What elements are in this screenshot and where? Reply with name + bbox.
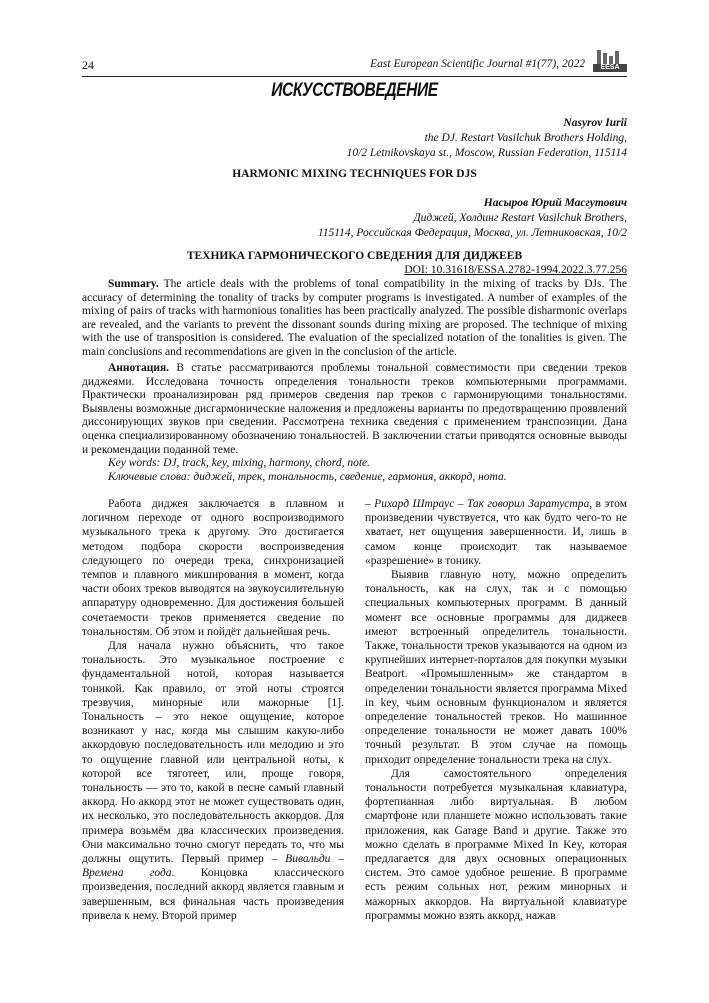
italic-reference: Вивальди – Времена года: [82, 853, 344, 880]
author-block-ru: [318, 196, 627, 241]
body-column-left: [82, 497, 344, 923]
keywords-en: Key words: DJ, track, key, mixing, harmony, chord, note.: [108, 457, 370, 470]
author-affiliation-ru: Диджей, Холдинг Restart Vasilchuk Brothers,: [413, 212, 627, 224]
body-paragraph: Работа диджея заключается в плавном и логичном переходе от одного воспроизводимого музыкального трека к другому. Это достигается методом подбора скорости воспроизведения следующего по очереди трека, синхронизацией темпов и плавного микширования в момент, когда части обоих треков выводятся на звукоусилительную аппаратуру одновременно. Для достижения большей сочетаемости треков применяется сведение по тональностям. Об этом и пойдёт дальнейшая речь.: [82, 498, 344, 638]
annotation-label: Аннотация.: [108, 362, 170, 374]
body-paragraph: Выявив главную ноту, можно определить тональность, как на слух, так и с помощью специальных компьютерных программ. В данный момент все основные программы для диджеев имеют встроенный определитель тональности. Также, тональности треков указываются на одном из крупнейших интернет-порталов для покупки музыки Beatport. «Промышленным» же стандартом в определении тональности является программа Mixed in key, чьим основным функционалом и является определение тональностей треков. Но машинное определение тональности не может давать 100% точный результат. В этом случае на помощь приходит определение тональности трека на слух.: [365, 569, 627, 766]
abstract-ru: [82, 362, 627, 484]
author-address-en: 10/2 Letnikovskaya st., Moscow, Russian Federation, 115114: [346, 147, 627, 159]
body-paragraph: Для начала нужно объяснить, что такое тональность. Это музыкальное построение с фундаментальной нотой, которая называется тоникой. Как правило, от этой ноты строятся трезвучия, минорные или мажорные [1]. Тональность – это некое ощущение, которое возникают у нас, когда мы слышим какую-либо аккордовую последовательность или мелодию и это то ощущение главной или центральной ноты, к которой все тяготеет, или, проще говоря, тональность — это то, какой в песне самый главный аккорд. Но аккорд этот не может существовать один, их несколько, это последовательность аккордов. Для примера возьмём два классических произведения. Они максимально точно смогут передать то, что мы должны ощутить. Первый пример – Вивальди – Времена года. Концовка классического произведения, последний аккорд является главным и завершенным, вся финальная часть произведения привела к нему. Второй пример: [82, 640, 344, 922]
summary-label: Summary.: [108, 278, 159, 290]
doi-link[interactable]: DOI: 10.31618/ESSA.2782-1994.2022.3.77.256: [404, 264, 627, 276]
author-affiliation-en: the DJ. Restart Vasilchuk Brothers Holding,: [424, 132, 627, 144]
annotation-text: В статье рассматриваются проблемы тональной совместимости при сведении треков диджеями. Исследована точность определения тональности треков компьютерными программами. Практически проанализирован ряд примеров сведения пар треков с гармонирующими тональностями. Выявлены возможные дисгармонические наложения и предложены варианты по предотвращению проявлений диссонирующих звуков при сведении. Рассмотрена техника сведения с применением транспозиции. Дана оценка специализированному обозначению тональностей. В заключении статьи приводятся основные выводы и рекомендации поданной теме.: [82, 362, 627, 456]
body-paragraph: Для самостоятельного определения тональности потребуется музыкальная клавиатура, фортепианная либо виртуальная. В любом смартфоне или планшете можно использовать такие приложения, как Garage Band и другие. Также это можно сделать в программе Mixed In Key, которая предлагается для двух основных операционных систем. Это самое удобное решение. В программе есть режим сольных нот, режим минорных и мажорных аккордов. На виртуальной клавиатуре программы можно взять аккорд, нажав: [365, 767, 627, 922]
article-title-en: HARMONIC MIXING TECHNIQUES FOR DJS: [232, 168, 477, 180]
article-title-ru: ТЕХНИКА ГАРМОНИЧЕСКОГО СВЕДЕНИЯ ДЛЯ ДИДЖЕЕВ: [186, 250, 523, 262]
summary-text: The article deals with the problems of tonal compatibility in the mixing of tracks by DJs. The accuracy of determining the tonality of tracks by computer programs is investigated. A number of examples of the mixing of pairs of tracks with harmonious tonalities has been practically analyzed. The possible disharmonic overlaps are revealed, and the variants to prevent the dissonant sounds during mixing are proposed. The technique of mixing with the use of transposition is considered. The evaluation of the specialized notation of the tonalities is given. The main conclusions and recommendations are given in the conclusion of the article.: [82, 278, 627, 358]
body-column-right: [365, 497, 627, 923]
author-name-ru: Насыров Юрий Масгутович: [483, 197, 627, 209]
journal-logo-icon: [593, 50, 627, 72]
logo-text: EESA: [593, 64, 627, 72]
section-title: ИСКУССТВОВЕДЕНИЕ: [271, 80, 438, 101]
author-address-ru: 115114, Российская Федерация, Москва, ул. Летниковская, 10/2: [317, 227, 627, 239]
abstract-en: [82, 278, 627, 360]
keywords-ru: Ключевые слова: диджей, трек, тональность, сведение, гармония, аккорд, нота.: [108, 470, 507, 483]
author-name-en: Nasyrov Iurii: [563, 117, 627, 129]
page-number: 24: [82, 58, 94, 72]
running-header: [82, 58, 627, 77]
author-block-en: [347, 116, 627, 161]
journal-title: East European Scientific Journal #1(77), 2022: [370, 58, 585, 70]
italic-reference: – Рихард Штраус – Так говорил Заратустра: [365, 498, 590, 510]
body-paragraph: – Рихард Штраус – Так говорил Заратустра, в этом произведении чувствуется, что как будто чего-то не хватает, нет ощущения завершенности. И, лишь в самом конце происходит так называемое «разрешение» в тонику.: [365, 498, 627, 567]
